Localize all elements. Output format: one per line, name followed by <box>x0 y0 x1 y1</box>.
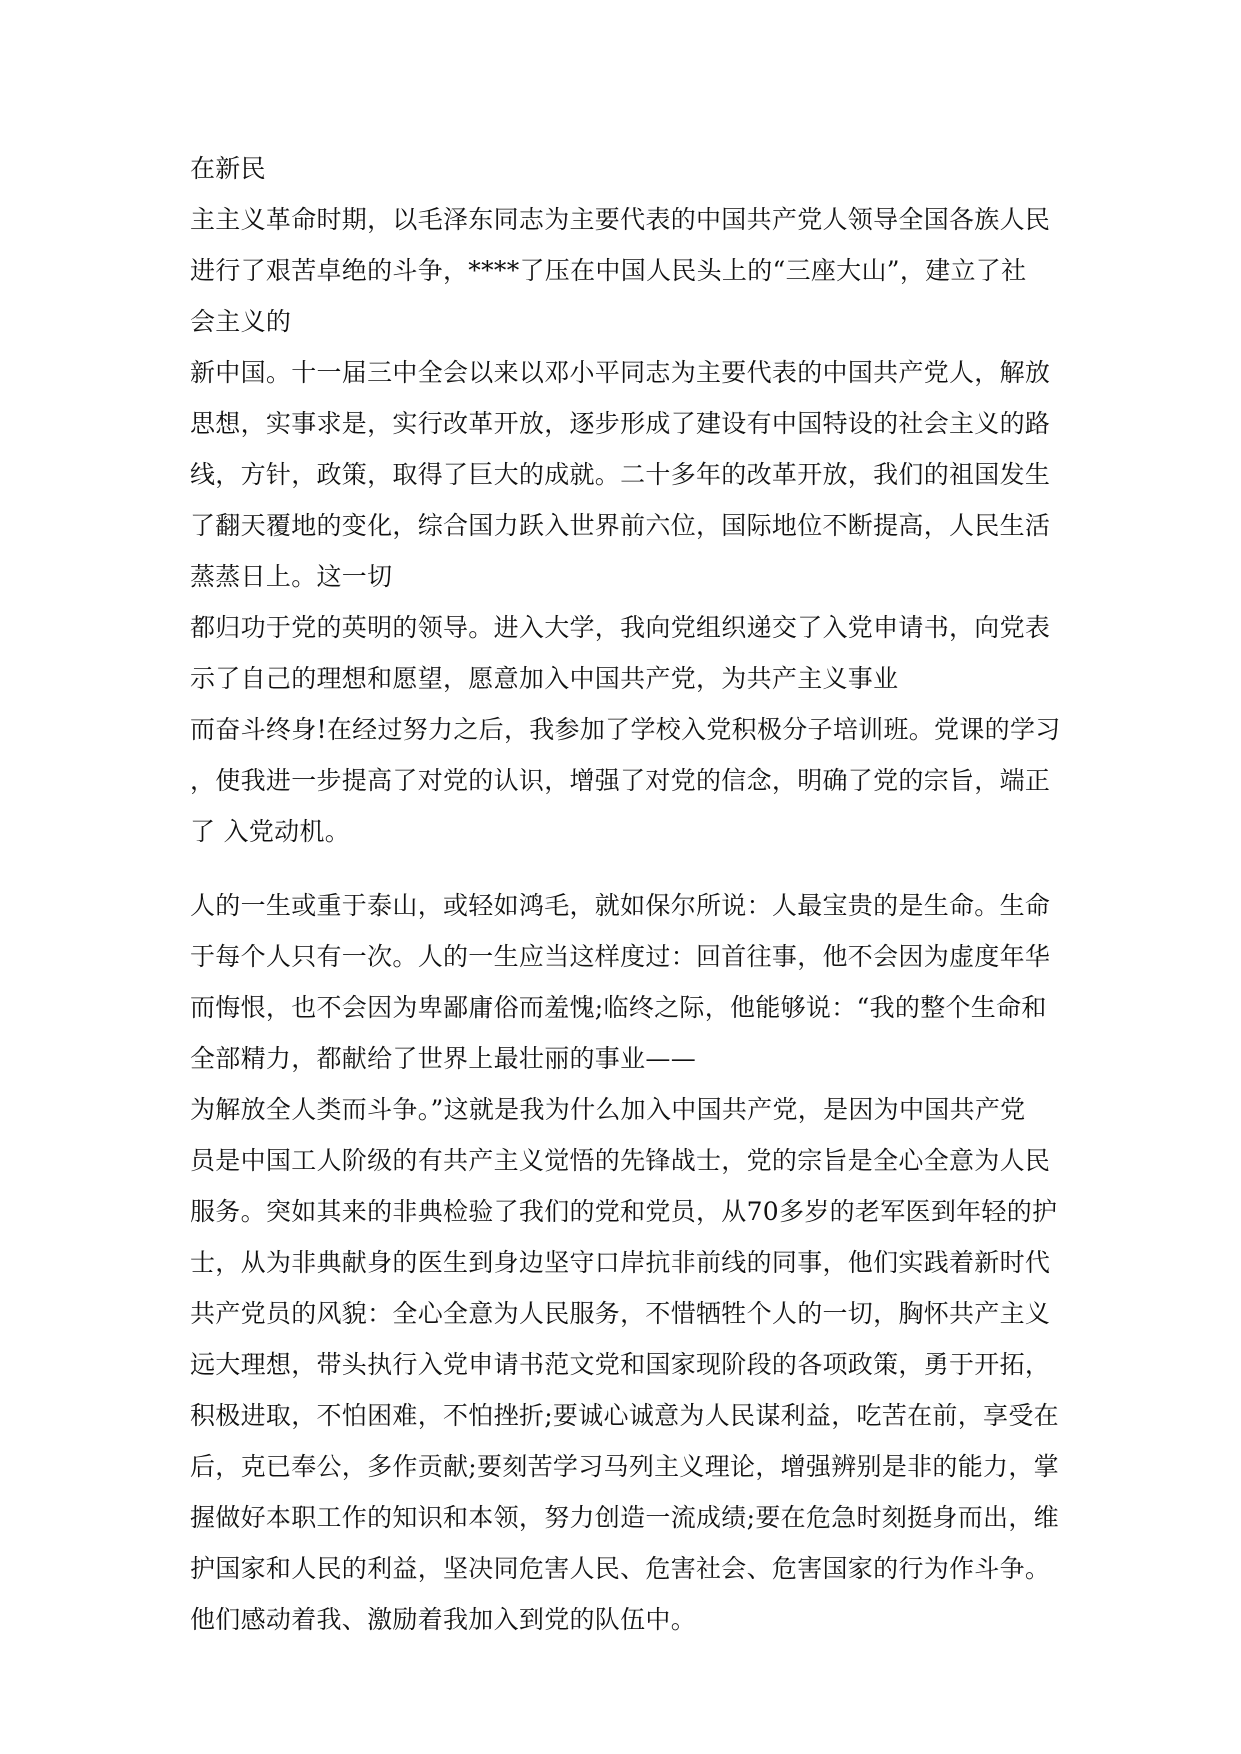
paragraph-1 <box>190 143 1070 857</box>
text-line: 共产党员的风貌：全心全意为人民服务，不惜牺牲个人的一切，胸怀共产主义 <box>190 1299 1051 1328</box>
text-line: 于每个人只有一次。人的一生应当这样度过：回首往事，他不会因为虚度年华 <box>190 942 1051 971</box>
text-line: 新中国。十一届三中全会以来以邓小平同志为主要代表的中国共产党人，解放 <box>190 358 1051 387</box>
text-line: 员是中国工人阶级的有共产主义觉悟的先锋战士，党的宗旨是全心全意为人民 <box>190 1146 1051 1175</box>
text-line: 了翻天覆地的变化，综合国力跃入世界前六位，国际地位不断提高，人民生活 <box>190 511 1051 540</box>
text-line: 都归功于党的英明的领导。进入大学，我向党组织递交了入党申请书，向党表 <box>190 613 1051 642</box>
text-line: 进行了艰苦卓绝的斗争，****了压在中国人民头上的“三座大山”，建立了社 <box>190 256 1027 285</box>
text-line: 主主义革命时期，以毛泽东同志为主要代表的中国共产党人领导全国各族人民 <box>190 205 1051 234</box>
text-line: 握做好本职工作的知识和本领，努力创造一流成绩;要在危急时刻挺身而出，维 <box>190 1503 1059 1532</box>
text-line: 全部精力，都献给了世界上最壮丽的事业—— <box>190 1044 697 1073</box>
paragraph-2 <box>190 880 1070 1645</box>
text-line: 人的一生或重于泰山，或轻如鸿毛，就如保尔所说：人最宝贵的是生命。生命 <box>190 891 1051 920</box>
text-line: 线，方针，政策，取得了巨大的成就。二十多年的改革开放，我们的祖国发生 <box>190 460 1051 489</box>
text-line: 士，从为非典献身的医生到身边坚守口岸抗非前线的同事，他们实践着新时代 <box>190 1248 1051 1277</box>
text-line: 蒸蒸日上。这一切 <box>190 562 393 591</box>
text-line: 他们感动着我、激励着我加入到党的队伍中。 <box>190 1605 697 1634</box>
text-line: ，使我进一步提高了对党的认识，增强了对党的信念，明确了党的宗旨，端正 <box>190 766 1051 795</box>
text-line: 思想，实事求是，实行改革开放，逐步形成了建设有中国特设的社会主义的路 <box>190 409 1051 438</box>
text-line: 服务。突如其来的非典检验了我们的党和党员，从70多岁的老军医到年轻的护 <box>190 1197 1058 1226</box>
text-line: 了 入党动机。 <box>190 817 351 846</box>
text-line: 而悔恨，也不会因为卑鄙庸俗而羞愧;临终之际，他能够说：“我的整个生命和 <box>190 993 1047 1022</box>
text-line: 后，克已奉公，多作贡献;要刻苦学习马列主义理论，增强辨别是非的能力，掌 <box>190 1452 1059 1481</box>
text-line: 护国家和人民的利益，坚决同危害人民、危害社会、危害国家的行为作斗争。 <box>190 1554 1051 1583</box>
text-line: 积极进取，不怕困难，不怕挫折;要诚心诚意为人民谋利益，吃苦在前，享受在 <box>190 1401 1059 1430</box>
text-line: 远大理想，带头执行入党申请书范文党和国家现阶段的各项政策，勇于开拓， <box>190 1350 1051 1379</box>
text-line: 而奋斗终身!在经过努力之后，我参加了学校入党积极分子培训班。党课的学习 <box>190 715 1061 744</box>
text-line: 在新民 <box>190 154 266 183</box>
text-line: 示了自己的理想和愿望，愿意加入中国共产党，为共产主义事业 <box>190 664 899 693</box>
text-line: 为解放全人类而斗争。”这就是我为什么加入中国共产党，是因为中国共产党 <box>190 1095 1026 1124</box>
text-line: 会主义的 <box>190 307 292 336</box>
